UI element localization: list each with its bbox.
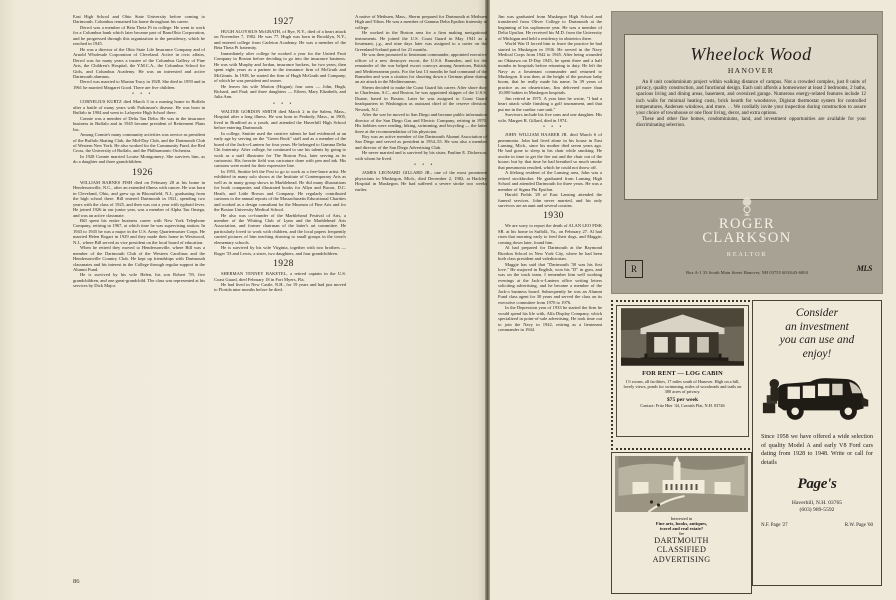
ad-clarkson-para-1: An 8 unit condominium project within walking distance of campus. Not a crowded complex, just 8 units of privacy, quality construction, and functional design. Each unit affords a homeowner at least 2 bedrooms, 2 baths, spacious living and dining areas, basement, and oversized garage. Numerous energy-related features include 12 inch walls for minimal heating costs, brick hearth for woodstove, Digistat thermostat system for controlled temperatures, Andersen windows, and more. . . We cordially invite your inspection during construction to assure your choice of townhouse or one floor living, decor, and extra options.: [636, 80, 866, 117]
obituary-paragraph: Bill spent his entire business career with New York Telephone Company, retiring in 1967, at which time he was supervising station. In 1943 to 1945 he was a major in the U.S. Army Quartermaster Corps. He married Helen Bogart in 1929 and they made their home in Westwood, N.J., where Bill served as vice president on the local board of education.: [73, 217, 205, 245]
ad-pages-name-1: N.F. Page '27: [761, 523, 788, 528]
obituary-paragraph: Among Connie's many community activities was service as president of the Buffalo Skating Club, the Mid-Day Club, and the Dartmouth Club of Western New York. He also worked for the Community Fund, the Red Cross, the University of Buffalo, and the Philharmonic Orchestra.: [73, 132, 205, 154]
obituary-paragraph: He had lived in New Castle, N.H., for 19 years and had just moved to Florida nine months before he died.: [214, 282, 346, 293]
class-year-heading: 1930: [543, 210, 564, 222]
obituary-paragraph: JAMES LEONARD GILLARD JR., one of the most prominent physicians in Muskegon, Mich., died December 2, 1982, at Hackley Hospital in Muskegon. He had suffered a severe stroke two weeks earlier.: [355, 170, 487, 192]
ad-cabin-contact: Contact: Fritz Hier '44, Cornish Flat, N.H. 03746: [640, 402, 725, 408]
campus-engraving-image: [615, 456, 748, 512]
obituary-paragraph: WALTER GORDON SMITH died March 2 in the Salem, Mass., Hospital after a long illness. He was born in Peabody, Mass., in 1905, lived in Bradford as a youth, and attended the Haverhill High School before entering Dartmouth.: [214, 108, 346, 131]
obituary-paragraph: JOHN WILLIAM HAARER JR. died March 6 of pneumonia. John had lived alone in his house in East Lansing, Mich., since his mother died seven years ago. He had gone to sleep in his chair while smoking. He awoke in time to get the fire out and the chair out of the house; but by that time he had breathed so much smoke that pneumonia resulted, which he could not throw off.: [498, 132, 603, 170]
ad-dartmouth-classified[interactable]: [611, 452, 752, 594]
ad-clarkson-panel: [624, 34, 878, 200]
obituary-paragraph: SHERMAN TENNEY BAKETEL, a retired captain in the U.S. Coast Guard, died February 18 in Fort Myers, Fla.: [214, 271, 346, 282]
ad-cabin-headline: FOR RENT — LOG CABIN: [642, 370, 723, 377]
obituary-paragraph: He is survived by his wife Helen, his son Robert '59, five grandchildren, and one great-grandchild. The class was represented at his services by Dick Major.: [73, 272, 205, 289]
obituary-paragraph: Derrol was a member of Beta Theta Pi in college. He went to work for a Columbus bank which later became part of BancOhio Corporation, and he progressed through this organization to the presidency, which he reached in 1945.: [73, 24, 205, 47]
obituary-paragraph: He never married and is survived by his sister, Pauline E. Dickerson, with whom he lived.: [355, 150, 487, 161]
obituary-paragraph: Derrol was married to Marian Tracy in 1928. She died in 1959 and in 1961 he married Margaret Good. There are five children.: [73, 79, 205, 90]
ad-clarkson-subtitle: HANOVER: [727, 66, 775, 75]
ad-roger-clarkson[interactable]: [611, 11, 883, 294]
ad-log-cabin[interactable]: [611, 300, 754, 450]
ad-clarkson-realtor: REALTOR: [726, 251, 768, 258]
obituary-paragraph: He was then promoted to lieutenant commander, appointed executive officer of a new destroyer escort, the U.S.S. Ramsden, and for the remainder of the war helped escort convoys among American, British, and Mediterranean ports. For the last 13 months he had command of the Ramsden and won a citation for shooting down a German plane during an air attack in the Mediterranean.: [355, 52, 487, 85]
ad-classified-line-3: travel and real estate?: [659, 526, 704, 532]
obituary-paragraph: In 1928 Connie married Louise Montgomery. She survives him, as do a daughter and three grandchildren.: [73, 153, 205, 165]
ad-pages-ford-cars[interactable]: [752, 300, 882, 586]
ad-pages-address-1: Haverhill, N.H. 03765: [791, 500, 843, 506]
obituary-paragraph: He is survived by his wife Virginia, together with two brothers — Roger '33 and Lewis, a sister, two daughters, and four grandchildren.: [214, 245, 346, 256]
ad-pages-headline-1: Consider: [795, 307, 839, 319]
obituary-paragraph: In college, Smittie used the creative talents he had evidenced at an early age by serving on the "Green Book" staff and as a member of the board of the Jack-o-Lantern for four years. He belonged to Gamma Delta Chi fraternity. After college, he continued to use his talents by going to work as a staff illustrator for The Boston Post, later serving as its cartoonist. His favorite field was caricature done with pen and ink. His cartoons were noted for their expressive line.: [214, 130, 346, 169]
section-divider: • • •: [414, 163, 435, 169]
obituary-paragraph: Immediately after college he worked a year for the United Fruit Company in Boston before deciding to go into the insurance business. He was with Murphy and Jordan, insurance brokers, for two years, then spent eight years as a partner in the insurance firm of McGrath and McGinnis. In 1938, he started the firm of Hugh McGrath and Company, of which he was president and owner.: [214, 50, 346, 84]
folio-left: 86: [73, 578, 80, 585]
ad-clarkson-para-2: These and other fine homes, condominiums, land, and investment opportunities are available for your discriminating selection.: [636, 117, 866, 129]
equal-housing-realtor-icon: [625, 260, 643, 278]
ad-classified-title-1: DARTMOUTH: [654, 535, 709, 545]
ad-classified-title-3: ADVERTISING: [652, 555, 711, 564]
obituary-paragraph: Jim was graduated from Muskegon High School and transferred from Oliver College to Dartmouth at the beginning of his sophomore year. He was a member of Delta Upsilon. He received his M.D. from the University of Michigan and held a residency in obstetrics there.: [498, 14, 602, 41]
obituary-paragraph: He worked in the Boston area for a firm making navigational instruments. He joined the U.S. Coast Guard in May 1941 as a lieutenant, j.g., and nine days later was assigned to a cutter on the Greenland-Iceland patrol for 21 months.: [355, 30, 487, 52]
ad-clarkson-title: Wheelock Wood: [690, 44, 812, 64]
ad-pages-names: [761, 523, 873, 528]
class-year-heading: 1927: [273, 16, 294, 27]
ad-pages-address-2: (603) 989-5592: [799, 507, 835, 513]
ad-pages-headline: [761, 307, 873, 361]
obituary-paragraph: WILLIAM BARNES FISH died on February 28 at his home in Hendersonville, N.C., after an extended illness with cancer. He was born in Cleveland, Ohio, and grew up in Bloomfield, N.J., graduating from the high school there. Bill entered Dartmouth in 1921, spending two years with the class of 1925, and then was out a year with typhoid fever. He joined 1926 in our junior year, was a member of Alpha Tau Omega, and was an active classmate.: [73, 179, 205, 218]
section-divider: • • •: [543, 125, 564, 131]
ad-clarkson-name-1: ROGER: [718, 216, 776, 232]
ad-cabin-price: $75 per week: [666, 396, 699, 403]
campus-engraving: [615, 456, 748, 512]
obituary-paragraph: East High School and Ohio State University before coming to Dartmouth. Columbus remained his home throughout his career.: [73, 14, 205, 25]
vintage-car-icon: [761, 367, 873, 429]
obituary-paragraph: In the Depression year of 1933 he started the firm he would spend his life with, Alfa Display Company, which specialized in point-of-sale advertising. He took time out to join the Navy in 1942, retiring as a lieutenant commander in 1944.: [498, 305, 602, 333]
obituary-paragraph: He was a director of the Ohio State Life Insurance Company and of Arnold Wholesale Corporation of Cleveland. Active in civic affairs, Derrol was for many years a trustee of the Columbus Gallery of Fine Arts, the Children's Hospital, the Y.M.C.A., the Columbus School for Girls, and Columbus Academy. He was an interested and active Dartmouth alumnus.: [73, 46, 205, 79]
realtor-r-glyph: R: [630, 264, 637, 274]
mls-logo: MLS: [856, 264, 872, 273]
text-column-1: [73, 14, 205, 574]
ad-classified-see: See: [678, 531, 685, 536]
ad-pages-logo: Page's: [797, 476, 837, 492]
ad-pages-headline-4: enjoy!: [802, 347, 832, 360]
ad-clarkson-name-2: CLARKSON: [702, 230, 792, 246]
obituary-paragraph: In 1955, Smittie left the Post to go to work as a free-lance artist. He exhibited in many solo shows at the Institute of Contemporary Arts as well as in many group shows in Marblehead. He did many illustrations for book companies and illustrated books for Allyn and Bacon, D.C. Heath, and Little Brown and Company. He regularly contributed cartoons to the annual reports of the Massachusetts Educational Charities and worked as a design consultant for the Museum of Fine Arts and for the Boston University Medical School.: [214, 168, 346, 213]
ad-pages-name-2: R.W. Page '60: [844, 523, 873, 528]
class-year-heading: 1926: [132, 166, 153, 178]
ad-cabin-body: 1½ rooms, all facilities, 17 miles south of Hanover. High on a hill, lovely views, ponds for swimming, miles of woodroads and trails on 380 acres of privacy.: [623, 379, 742, 395]
ad-classified-line-2: Fine arts, books, antiques,: [655, 521, 708, 526]
cabin-photo: [621, 308, 744, 366]
class-year-heading: 1928: [273, 258, 294, 270]
ad-classified-line-1: Interested in: [670, 516, 693, 521]
obituary-paragraph: HUGH ALOYSIUS McGRATH, of Rye, N.Y., died of a heart attack on November 7, 1982. He was 77. Hugh was born in Brooklyn, N.Y., and entered college from Carleton Academy. He was a member of the Beta Theta Pi fraternity.: [214, 29, 346, 51]
obituary-paragraph: He also was co-founder of the Marblehead Festival of Arts, a member of the Whiting Club of Lynn and the Marblehead Arts Association, and former chairman of the latter's art committee. He particularly loved to work with children, and the local papers frequently carried pictures of him teaching drawing to small groups in the town's elementary schools.: [214, 212, 346, 245]
ad-pages-body: Since 1958 we have offered a wide selection of quality Model A and early V8 Ford cars dating from 1928 to 1948. Write or call for details: [761, 434, 873, 466]
obituary-paragraph: Connie was a member of Delta Tau Delta. He was in the insurance business in Buffalo and in 1945 became president of Retirement Plans Inc.: [73, 115, 205, 132]
obituary-paragraph: We are sorry to report the death of ALAN LEO FISK SR. at his home in Suffolk, Va., on February 27. Al had risen that morning early to feed their dogs, and Maggie, coming down later, found him.: [498, 223, 602, 245]
ad-classified-title-2: CLASSIFIED: [656, 545, 707, 555]
text-column-3: [355, 14, 487, 574]
ad-cabin-frame: [616, 305, 749, 437]
obituary-paragraph: After the war he moved to San Diego and became public information director of the San Diego Gas and Electric Company, retiring in 1970. His hobbies were reading, hiking, swimming, and bicycling — the latter three at the recommendation of his physician.: [355, 112, 487, 134]
section-divider: • • •: [273, 101, 294, 107]
obituary-paragraph: He leaves his wife Marion (Hogan); four sons — John, Hugh, Richard, and Paul; and three daughters — Eileen, Mary Elizabeth, and Julia Ann.: [214, 83, 346, 100]
cabin-photo-image: [621, 308, 744, 366]
ad-pages-headline-2: an investment: [785, 320, 849, 333]
obituary-paragraph: A native of Methuen, Mass., Sherm prepared for Dartmouth at Methuen High and Tilton. He was a member of Gamma Delta Epsilon fraternity in college.: [355, 14, 487, 30]
obituary-paragraph: Sherm decided to make the Coast Guard his career. After shore duty in Charleston, S.C., and Boston, he was appointed skipper of the U.S.S. Duane, based in Boston. Later he was assigned to Coast Guard headquarters in Washington as assistant chief of the reserve division. Newark, N.J.: [355, 84, 487, 112]
crest-icon: [738, 195, 756, 217]
obituary-paragraph: A lifelong resident of the Lansing area, John was a retired stockbroker. He graduated from Lansing High School and attended Dartmouth for three years. He was a member of Sigma Phi Epsilon.: [498, 170, 602, 192]
obituary-paragraph: Harold Fields '28 of East Lansing attended the funeral services. John never married, and his only survivors are an aunt and several cousins.: [498, 192, 602, 208]
obituary-paragraph: Maggie has said that "Dartmouth '30 was his first love." He majored in English, won his "D" in gym, and was on the track team. I remember him well working evenings at the Jack-o-Lantern office writing letters soliciting advertising, and he became a member of the Jack-o business board. Subsequently he was an Alumni Fund class agent for 30 years and served the class on its executive committee from 1970 to 1976.: [498, 261, 602, 305]
ad-clarkson-address: Box A-1 33 South Main Street Hanover, NH 03755 603/643-6004: [686, 270, 808, 275]
text-column-4: [498, 14, 602, 574]
obituary-paragraph: Al had prepared for Dartmouth at the Raymond Riordon School in New York City, where he had been both class president and valedictorian.: [498, 245, 602, 262]
obituary-paragraph: CORNELIUS KURTZ died March 3 in a nursing home in Buffalo after a battle of many years with Parkinson's disease. He was born in Buffalo in 1904 and went to Lafayette High School there.: [73, 99, 205, 116]
obituary-paragraph: Jim retired in 1975. A year later he wrote, "I had a heart attack while finishing a golf tournament, and that put me in the cardiac care unit.": [498, 95, 602, 112]
obituary-paragraph: When he retired they moved to Hendersonville, where Bill was a member of the Dartmouth Club of the Western Carolinas and the Hendersonville Country Club. He kept up friendships with Dartmouth classmates and his interest in the College through regular support in the Alumni Fund.: [73, 245, 205, 273]
obituary-paragraph: Survivors include his five sons and one daughter. His wife, Margret R. Gillard, died in 1974.: [498, 112, 602, 123]
ad-clarkson-body: [636, 80, 866, 130]
obituary-paragraph: World War II forced him to leave the practice he had started in Muskegon in 1936. He served in the Navy Medical Corps from 1942 to 1945. After being wounded on Okinawa on D-Day 1945, he spent three and a half months in hospitals before returning to duty. He left the Navy as a lieutenant commander and returned to Muskegon. It was then, at the height of the postwar baby boom, that he really made his name. In 39 years of practice as an obstetrician, Jim delivered more than 10,000 babies in Muskegon hospitals.: [498, 41, 602, 96]
obituary-paragraph: Roy was an active member of the Dartmouth Alumni Association of San Diego and served as president in 1954–55. He was also a member and director of the San Diego Advertising Club.: [355, 133, 487, 150]
ad-pages-headline-3: you can use and: [779, 334, 855, 346]
section-divider: • • •: [132, 92, 153, 98]
text-column-2: [214, 14, 346, 574]
vintage-car-illustration: [761, 367, 873, 429]
